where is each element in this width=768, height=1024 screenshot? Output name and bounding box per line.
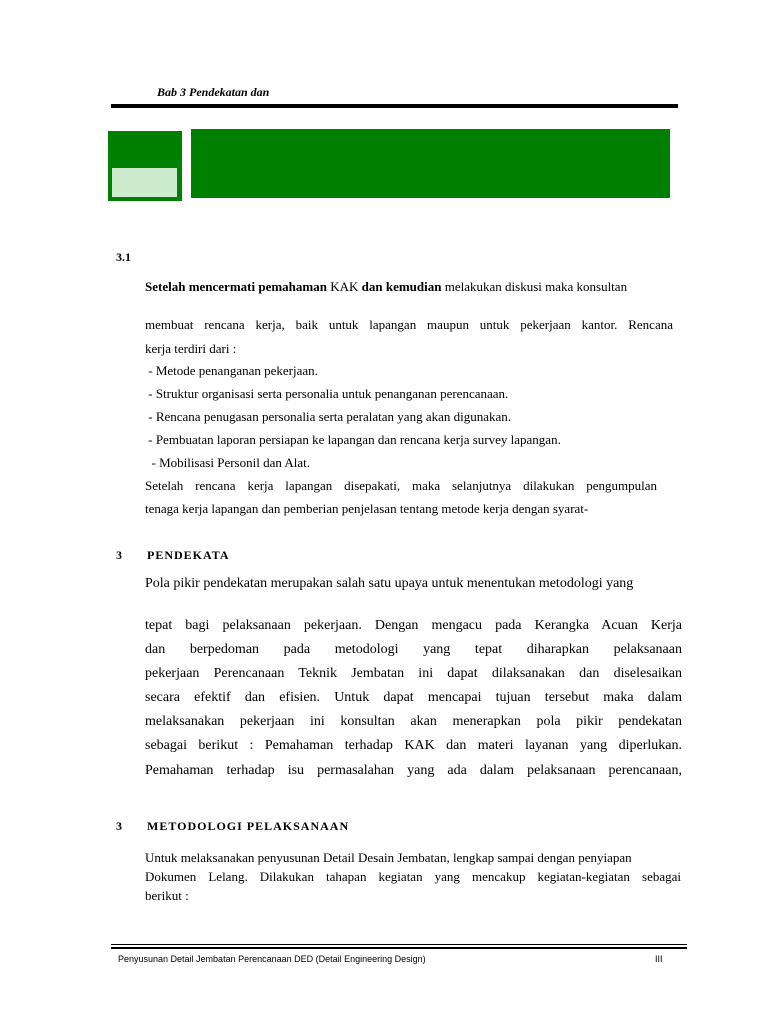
section-heading: METODOLOGI PELAKSANAAN [147, 819, 350, 833]
chapter-title-banner [191, 129, 670, 198]
section-heading: PENDEKATA [147, 548, 230, 562]
list-item: - Struktur organisasi serta personalia untuk penanganan perencanaan. [145, 386, 509, 401]
footer-rule [111, 944, 687, 945]
section2-line: tepat bagi pelaksanaan pekerjaan. Dengan mengacu pada Kerangka Acuan Kerja [145, 618, 682, 633]
list-item: - Rencana penugasan personalia serta peralatan yang akan digunakan. [145, 409, 512, 424]
list-item: - Pembuatan laporan persiapan ke lapangan dan rencana kerja survey lapangan. [145, 432, 561, 447]
list-item: - Metode penanganan pekerjaan. [145, 363, 318, 378]
section-number: 3 [116, 548, 122, 562]
section3-line: Untuk melaksanakan penyusunan Detail Desain Jembatan, lengkap sampai dengan penyiapan [145, 850, 632, 865]
footer-text: Penyusunan Detail Jembatan Perencanaan DED (Detail Engineering Design) [118, 954, 426, 964]
section1-closing: tenaga kerja lapangan dan pemberian penjelasan tentang metode kerja dengan syarat- [145, 501, 589, 516]
section2-line: melaksanakan pekerjaan ini konsultan akan menerapkan pola pikir pendekatan [145, 714, 682, 729]
section2-line: secara efektif dan efisien. Untuk dapat mencapai tujuan tersebut maka dalam [145, 690, 682, 705]
running-header: Bab 3 Pendekatan dan [157, 85, 270, 99]
section3-line: Dokumen Lelang. Dilakukan tahapan kegiatan yang mencakup kegiatan-kegiatan sebagai [145, 869, 681, 884]
section2-line: pekerjaan Perencanaan Teknik Jembatan ini dapat dilaksanakan dan diselesaikan [145, 666, 682, 681]
section3-line: berikut : [145, 888, 189, 903]
section-number: 3.1 [116, 250, 131, 264]
section1-closing: Setelah rencana kerja lapangan disepakati, maka selanjutnya dilakukan pengumpulan [145, 478, 657, 493]
intro-bold-b: dan kemudian [361, 279, 442, 294]
intro-plain-b: melakukan diskusi maka konsultan [444, 279, 628, 294]
header-rule [111, 104, 678, 108]
section2-first-line: Pola pikir pendekatan merupakan salah satu upaya untuk menentukan metodologi yang [145, 576, 634, 591]
section2-line: dan berpedoman pada metodologi yang tepat diharapkan pelaksanaan [145, 642, 682, 657]
section1-line: kerja terdiri dari : [145, 341, 237, 356]
intro-plain-a: KAK [330, 279, 359, 294]
footer-page-number: III [655, 954, 663, 964]
intro-bold-a: Setelah mencermati pemahaman [145, 279, 327, 294]
section-number: 3 [116, 819, 122, 833]
section1-line: membuat rencana kerja, baik untuk lapangan maupun untuk pekerjaan kantor. Rencana [145, 317, 673, 332]
list-item: - Mobilisasi Personil dan Alat. [145, 455, 311, 470]
footer-rule [111, 947, 687, 949]
section1-intro [145, 279, 632, 294]
chapter-number-inset [112, 168, 177, 197]
section2-line: sebagai berikut : Pemahaman terhadap KAK dan materi layanan yang diperlukan. [145, 738, 682, 753]
section2-line: Pemahaman terhadap isu permasalahan yang ada dalam pelaksanaan perencanaan, [145, 763, 682, 778]
